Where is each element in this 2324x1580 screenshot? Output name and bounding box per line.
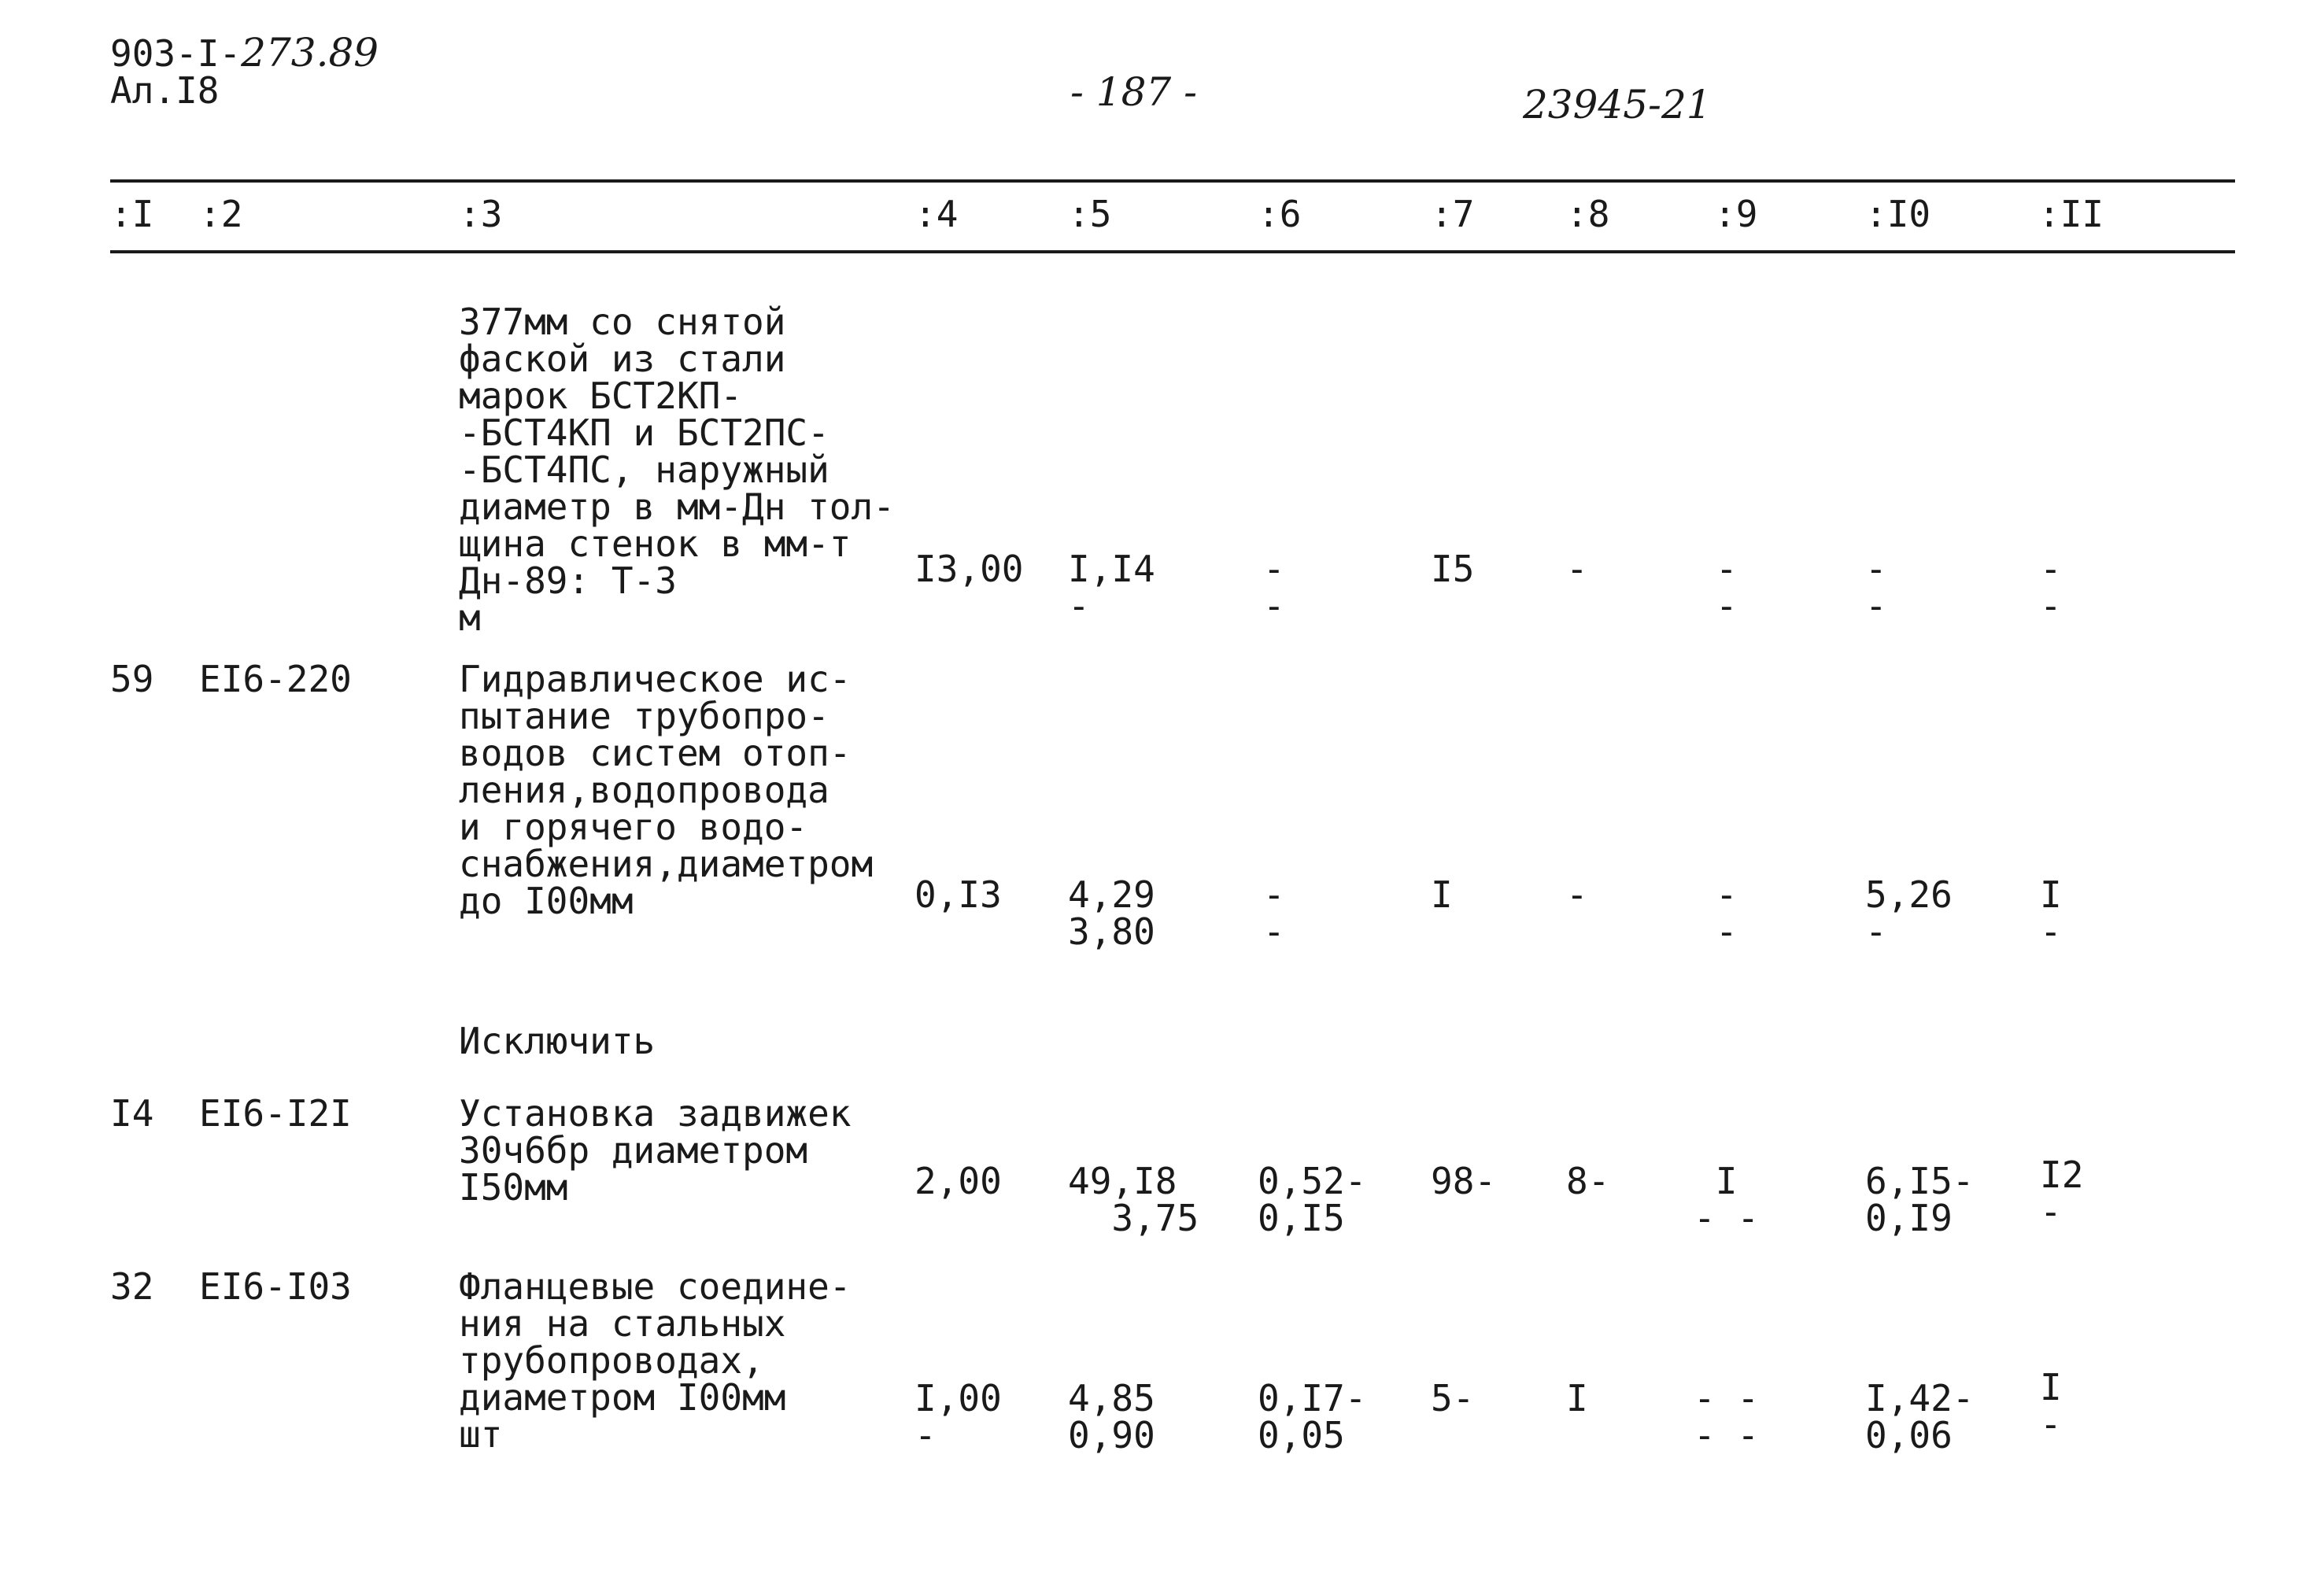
row-description: 377мм со снятой фаской из стали марок БСТ2КП- -БСТ4КП и БСТ2ПС- -БСТ4ПС, наружный диаметр в мм-Дн тол- щина стенок в мм-т Дн-89: Т-3 м [459, 301, 895, 639]
row-number: 32 [110, 1265, 154, 1308]
sheet-label: Ал.I8 [110, 69, 220, 112]
row-value-c10: 5,26 - [1865, 873, 1953, 953]
column-header-4: :4 [914, 193, 959, 235]
row-value-c10: - - [1865, 548, 1887, 627]
row-value-c8: I [1566, 1377, 1588, 1419]
row-value-c5: I,I4 - [1068, 548, 1155, 627]
row-value-c9: - - [1716, 548, 1738, 627]
column-header-8: :8 [1566, 193, 1610, 235]
row-value-c8: 8- [1566, 1160, 1610, 1202]
row-value-c5: 4,29 3,80 [1068, 873, 1155, 953]
column-header-6: :6 [1258, 193, 1302, 235]
row-number: 59 [110, 658, 154, 700]
table-top-rule [110, 179, 2235, 183]
row-value-c4: I,00 - [914, 1377, 1002, 1456]
table-header-rule [110, 250, 2235, 253]
row-value-c5: 4,85 0,90 [1068, 1377, 1155, 1456]
column-header-2: :2 [199, 193, 243, 235]
row-value-c5: 49,I8 3,75 [1068, 1160, 1199, 1239]
row-value-c7: I5 [1431, 548, 1475, 590]
row-value-c4: I3,00 [914, 548, 1024, 590]
row-value-c9: - - [1716, 873, 1738, 953]
column-header-11: :II [2038, 193, 2104, 235]
row-value-c6: 0,52- 0,I5 [1258, 1160, 1367, 1239]
document-code [110, 30, 379, 76]
column-header-3: :3 [459, 193, 503, 235]
row-value-c11: I - [2040, 873, 2062, 953]
row-value-c4: 2,00 [914, 1160, 1002, 1202]
page-number: - 187 - [1070, 69, 1198, 115]
row-code: EI6-I2I [199, 1092, 352, 1135]
column-header-10: :I0 [1865, 193, 1931, 235]
column-header-1: :I [110, 193, 154, 235]
row-value-c7: 5- [1431, 1377, 1475, 1419]
document-code-print: 903-I- [110, 32, 242, 75]
row-value-c9: I - - [1694, 1160, 1760, 1239]
document-number: 23945-21 [1523, 82, 1712, 127]
row-value-c9: - - - - [1694, 1377, 1760, 1456]
document-code-handwritten: 273.89 [241, 30, 379, 76]
row-value-c8: - [1566, 548, 1588, 590]
row-number: I4 [110, 1092, 154, 1135]
row-code: EI6-I03 [199, 1265, 352, 1308]
section-label-exclude: Исключить [459, 1020, 656, 1062]
row-value-c7: 98- [1431, 1160, 1497, 1202]
column-header-9: :9 [1714, 193, 1758, 235]
row-value-c11: I - [2040, 1366, 2062, 1445]
row-value-c10: 6,I5- 0,I9 [1865, 1160, 1975, 1239]
row-value-c11: I2 - [2040, 1154, 2084, 1233]
row-code: EI6-220 [199, 658, 352, 700]
row-value-c6: - - [1263, 873, 1285, 953]
row-value-c6: 0,I7- 0,05 [1258, 1377, 1367, 1456]
row-value-c4: 0,I3 [914, 873, 1002, 916]
row-value-c8: - [1566, 873, 1588, 916]
row-value-c6: - - [1263, 548, 1285, 627]
row-description: Фланцевые соедине- ния на стальных трубопроводах, диаметром I00мм шт [459, 1265, 852, 1456]
row-description: Установка задвижек 30ч6бр диаметром I50мм [459, 1092, 852, 1209]
row-value-c10: I,42- 0,06 [1865, 1377, 1975, 1456]
row-value-c11: - - [2040, 548, 2062, 627]
column-header-5: :5 [1068, 193, 1112, 235]
column-header-7: :7 [1431, 193, 1475, 235]
row-description: Гидравлическое ис- пытание трубопро- водов систем отоп- ления,водопровода и горячего водо- снабжения,диаметром до I00мм [459, 658, 874, 922]
row-value-c7: I [1431, 873, 1453, 916]
